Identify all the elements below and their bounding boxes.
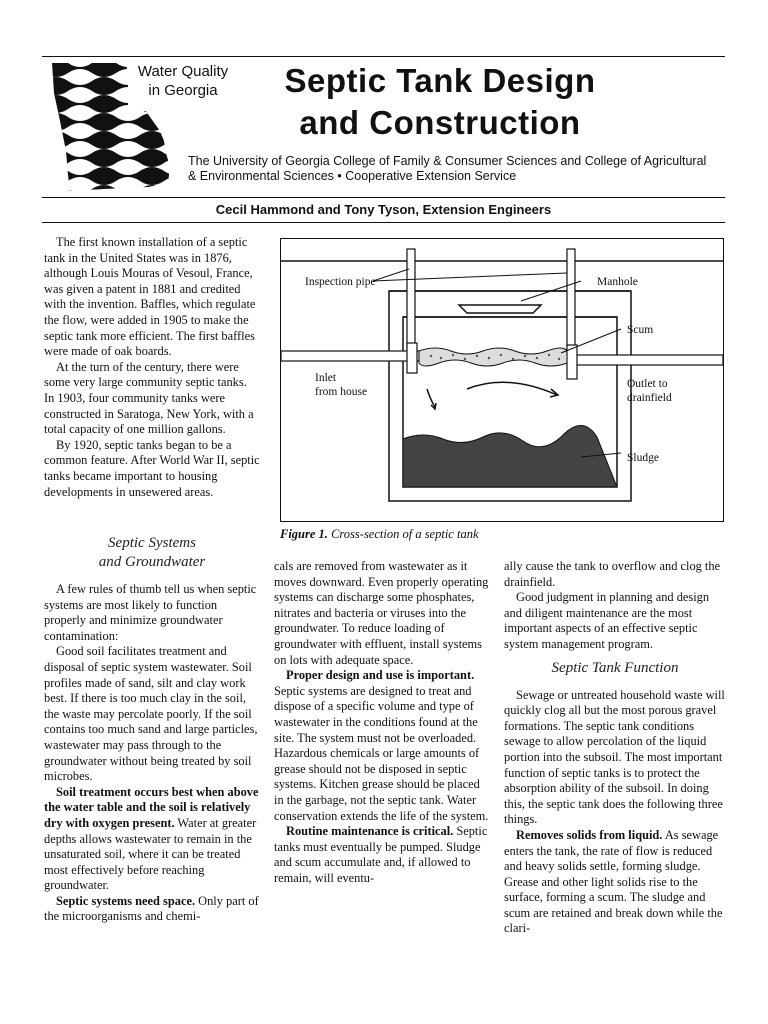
authors-top-rule (42, 197, 725, 198)
label-inlet-2: from house (315, 386, 368, 398)
label-inspection-pipe: Inspection pipe (305, 276, 376, 288)
logo-line-2: in Georgia (148, 82, 218, 99)
column-1-groundwater (44, 528, 260, 925)
septic-tank-diagram (281, 239, 723, 521)
paragraph: Sewage or untreated household waste will quickly clog all but the most porous gravel formations. The septic tank conditions sewage to allow percolation of the liquid portion into the subsoil. The most important function of septic tanks is to protect the absorption ability of the subsoil. In doing this, the septic tank does the following three things. (504, 687, 725, 827)
paragraph: A few rules of thumb tell us when septic systems are most likely to function properly and minimize groundwater contamination: (44, 582, 257, 643)
label-sludge: Sludge (627, 452, 659, 464)
logo-line-1: Water Quality (137, 63, 229, 80)
paragraph (274, 824, 492, 886)
paragraph: Good soil facilitates treatment and disposal of septic system wastewater. Soil profiles made of sand, silt and clay work best. If there is too much clay in the soil, the waste may percolate poorly. If the soil contains too much sand and large particles, wastewater may pass through to the groundwater without being treated by soil microbes. (44, 644, 258, 784)
paragraph (274, 668, 492, 824)
section-heading-function: Septic Tank Function (551, 659, 679, 676)
paragraph-text: Water at greater depths allows wastewater to remain in the unsaturated soil, where it can be treated most effectively before reaching groundwater. (44, 815, 257, 893)
label-outlet-2: drainfield (627, 392, 672, 404)
paragraph: By 1920, septic tanks began to be a common feature. After World War II, septic tanks became important to housing developments in unsewered areas. (44, 437, 260, 499)
figure-caption (280, 527, 479, 542)
paragraph (44, 785, 260, 894)
septic-tank-figure (280, 238, 724, 522)
paragraph-text: Septic systems are designed to treat and dispose of a specific volume and type of wastewater in the conditions found at the site. The system must not be overloaded. Hazardous chemicals or large amounts of grease should not be disposed in septic systems. Kitchen grease should be placed in the garbage, not the septic tank. Water conservation extends the life of the system. (274, 683, 489, 823)
institution-subtitle (188, 154, 718, 184)
document-title (240, 60, 640, 144)
label-outlet-1: Outlet to (627, 378, 668, 390)
paragraph: The first known installation of a septic tank in the United States was in 1876, although Louis Mouras of Vesoul, France, was given a patent in 1881 and credited with the invention. Baffles, which regulate the flow, were added in 1905 to make the septic tank more efficient. The first baffles were made of oak boards. (44, 235, 256, 359)
paragraph (44, 894, 260, 925)
column-3 (504, 559, 726, 937)
paragraph: At the turn of the century, there were some very large community septic tanks. In 1903, four community tanks were constructed in Saratoga, New York, with a total capacity of one million gallons. (44, 359, 254, 437)
paragraph-text: Only part of the microorganisms and chemi- (44, 893, 259, 924)
authors-bottom-rule (42, 222, 725, 223)
bold-lead: Soil treatment occurs best when above the water table and the soil is relatively dry with oxygen present. (44, 784, 259, 830)
bold-lead: Septic systems need space. (56, 893, 196, 908)
title-line-1: Septic Tank Design (284, 62, 596, 99)
bold-lead: Routine maintenance is critical. (286, 824, 454, 839)
caption-text: Cross-section of a septic tank (327, 527, 479, 541)
section-heading-groundwater (44, 534, 260, 572)
paragraph: Good judgment in planning and design and diligent maintenance are the most important aspects of an effective septic system management program. (504, 590, 710, 651)
column-1-intro (44, 235, 260, 500)
heading-line-2: and Groundwater (98, 554, 206, 570)
label-manhole: Manhole (597, 276, 638, 288)
authors-line: Cecil Hammond and Tony Tyson, Extension Engineers (215, 202, 552, 217)
paragraph-text: As sewage enters the tank, the rate of flow is reduced and heavy solids settle, forming sludge. Grease and other light solids rise to the surface, forming a scum. The sludge and scum are retained and break down while the clari- (504, 827, 723, 936)
paragraph (504, 828, 726, 937)
caption-label: Figure 1. (280, 527, 328, 541)
subtitle-line-2: & Environmental Sciences • Cooperative Extension Service (188, 169, 517, 183)
column-2 (274, 559, 492, 886)
paragraph: ally cause the tank to overflow and clog the drainfield. (504, 559, 721, 589)
heading-line-1: Septic Systems (108, 535, 196, 551)
bold-lead: Removes solids from liquid. (516, 827, 663, 842)
label-scum: Scum (627, 324, 654, 336)
top-rule (42, 56, 725, 57)
logo-text (134, 62, 232, 100)
title-line-2: and Construction (299, 104, 581, 141)
label-inlet-1: Inlet (315, 372, 337, 384)
bold-lead: Proper design and use is important. (286, 668, 475, 683)
subtitle-line-1: The University of Georgia College of Family & Consumer Sciences and College of Agricultural (188, 154, 707, 168)
paragraph: cals are removed from wastewater as it moves downward. Even properly operating systems can discharge some phosphates, nitrates and bacteria or viruses into the groundwater. To reduce loading of groundwater with effluent, install systems on lots with adequate space. (274, 559, 489, 667)
paragraph-text: Septic tanks must eventually be pumped. Sludge and scum accumulate and, if allowed to remain, will eventu- (274, 824, 488, 885)
